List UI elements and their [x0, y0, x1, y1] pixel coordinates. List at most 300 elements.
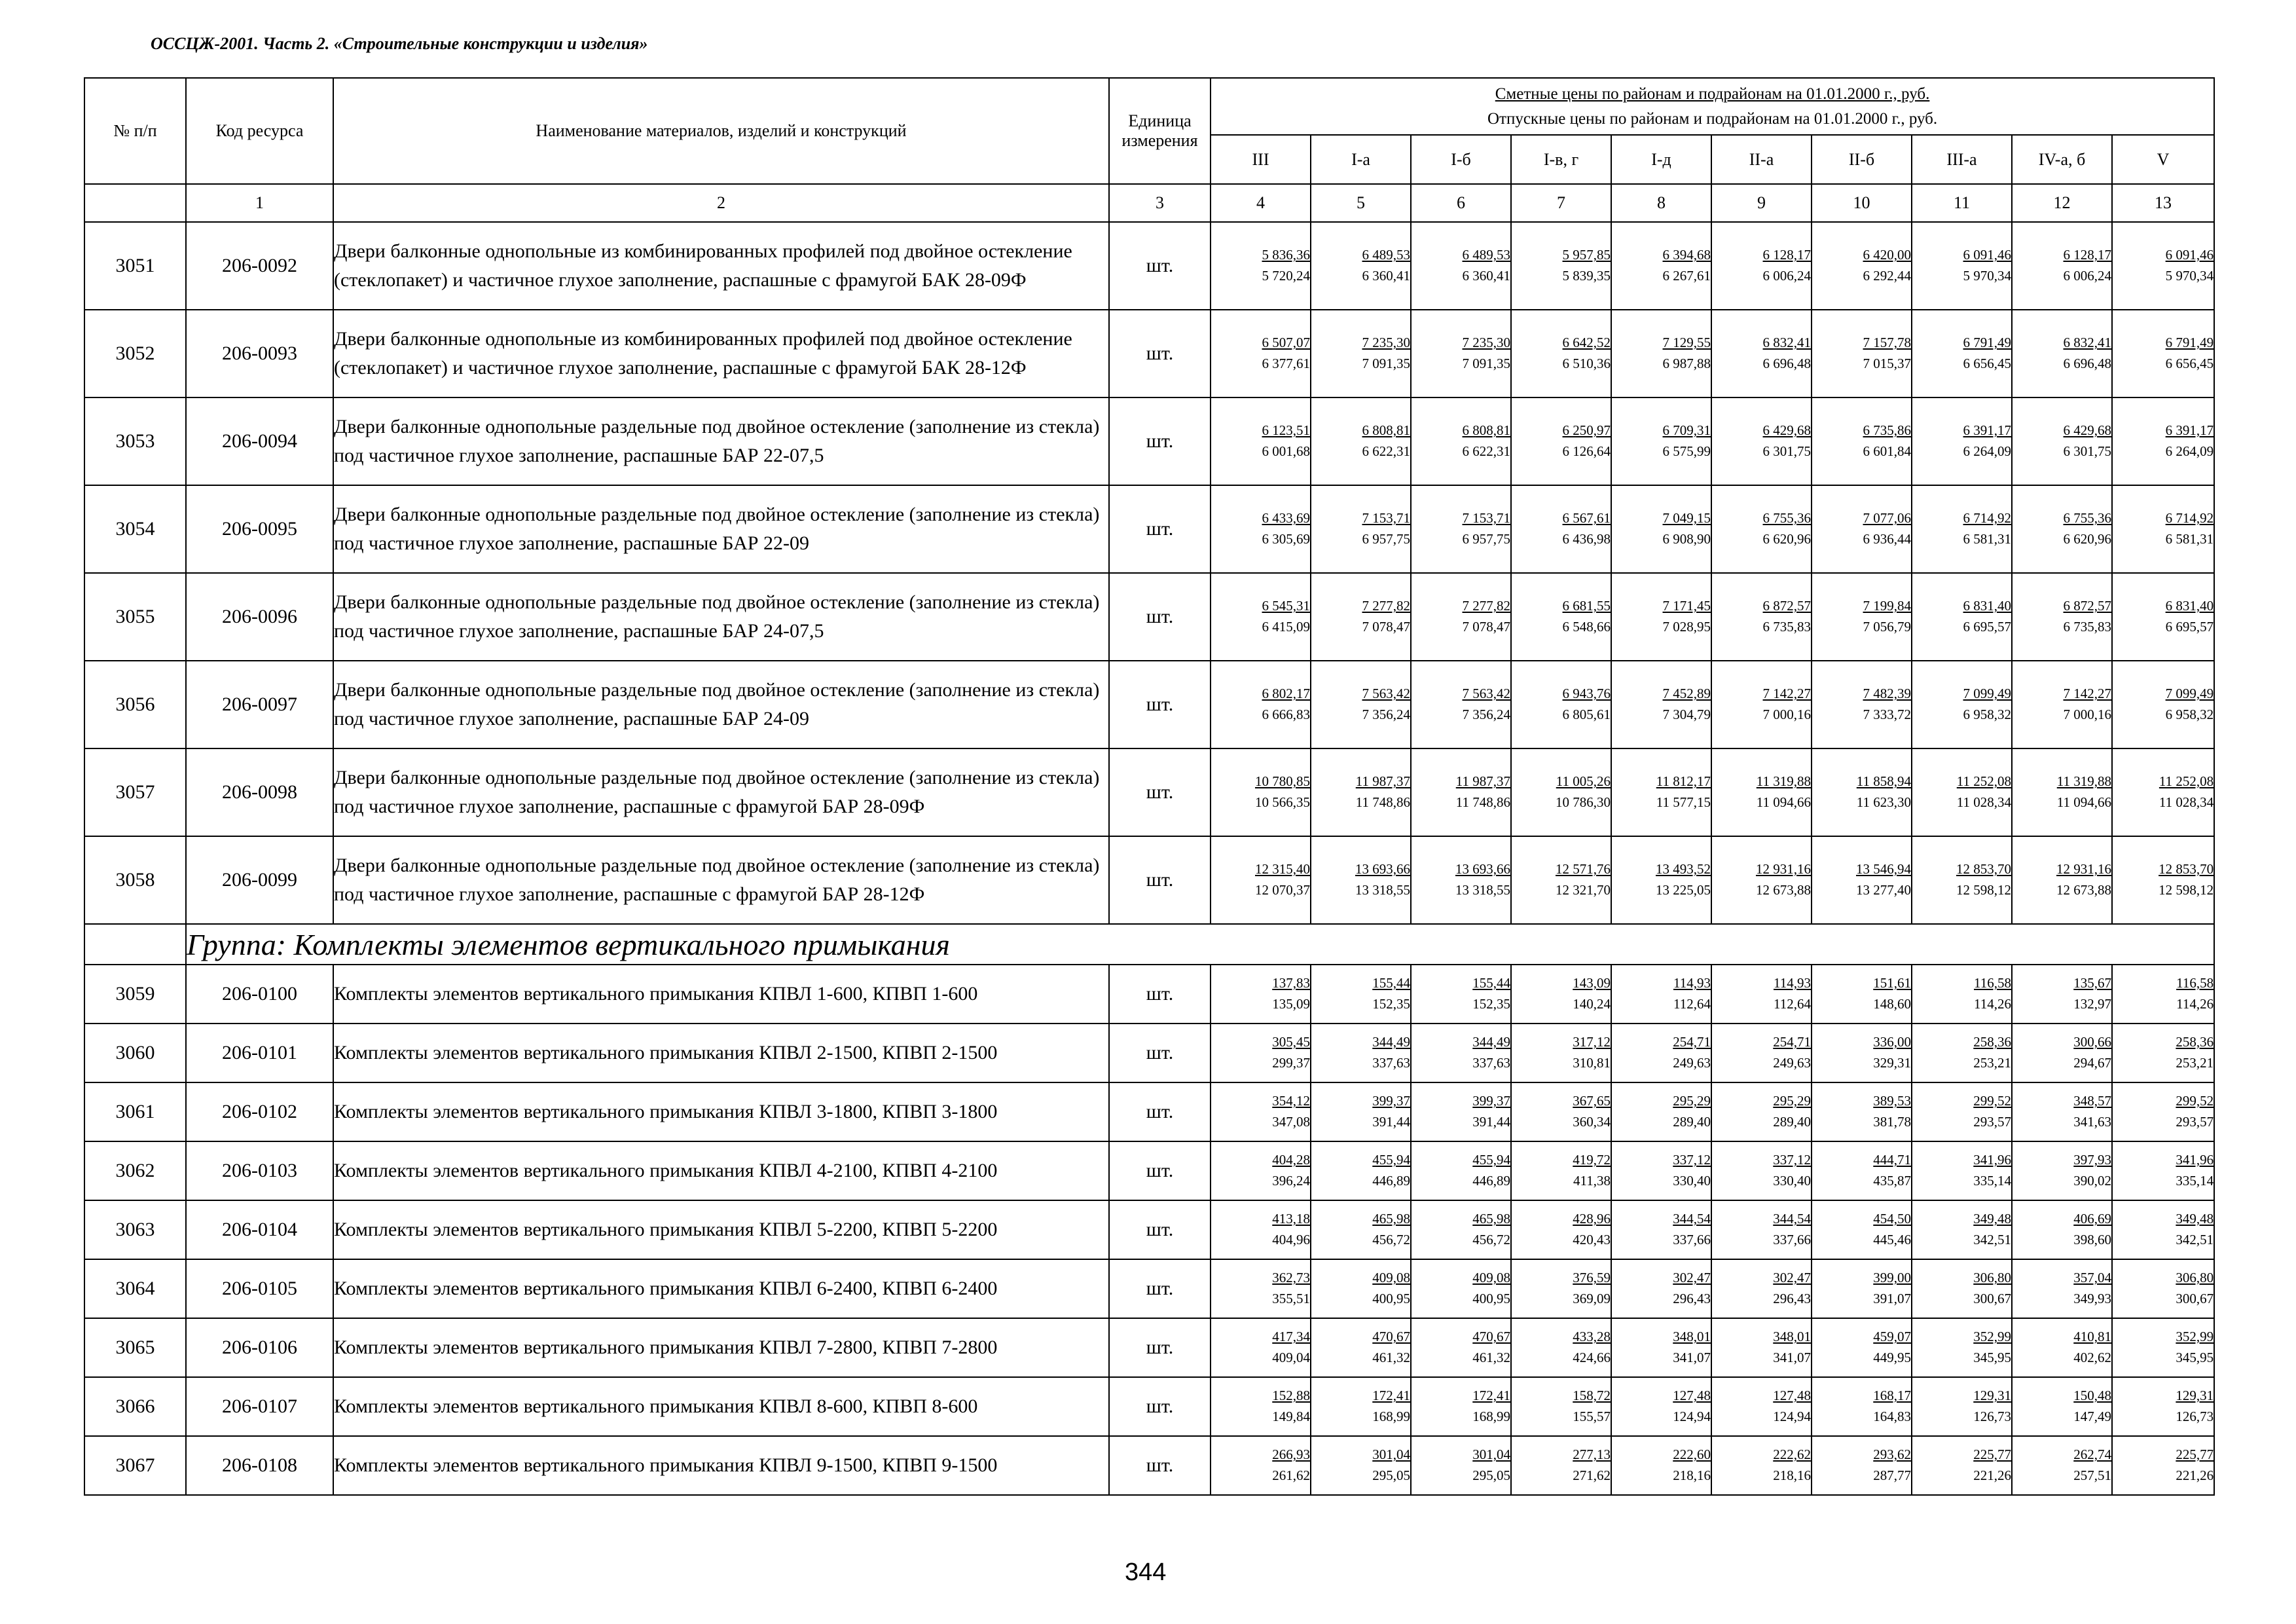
estimate-price: 7 199,84 — [1863, 598, 1911, 614]
release-price: 6 264,09 — [2165, 443, 2214, 459]
estimate-price: 11 319,88 — [1756, 773, 1811, 789]
price-cell — [2112, 748, 2214, 836]
unit-of-measure: шт. — [1109, 1082, 1211, 1141]
estimate-price: 13 693,66 — [1455, 861, 1510, 877]
estimate-price: 428,96 — [1573, 1211, 1611, 1227]
region-header: III-а — [1912, 135, 2012, 184]
release-price: 294,67 — [2073, 1055, 2111, 1071]
estimate-price: 302,47 — [1773, 1270, 1811, 1285]
col-number: 5 — [1311, 184, 1411, 222]
release-price: 396,24 — [1272, 1173, 1310, 1189]
estimate-price: 155,44 — [1472, 975, 1510, 991]
release-price: 6 805,61 — [1562, 707, 1611, 722]
price-cell — [1511, 1436, 1611, 1495]
release-price: 11 577,15 — [1656, 794, 1711, 810]
release-price: 6 666,83 — [1262, 707, 1310, 722]
price-cell — [2112, 661, 2214, 748]
estimate-price: 7 099,49 — [1963, 686, 2011, 701]
estimate-price: 367,65 — [1573, 1093, 1611, 1109]
col-number: 7 — [1511, 184, 1611, 222]
table-row — [84, 661, 2214, 748]
estimate-price: 6 709,31 — [1662, 422, 1711, 438]
row-number: 3067 — [84, 1436, 186, 1495]
estimate-price: 409,08 — [1372, 1270, 1410, 1285]
price-cell — [1812, 1082, 1912, 1141]
estimate-price: 258,36 — [2176, 1034, 2214, 1050]
price-cell — [1311, 485, 1411, 573]
table-row — [84, 310, 2214, 397]
estimate-price: 419,72 — [1573, 1152, 1611, 1168]
release-price: 6 735,83 — [1762, 619, 1811, 635]
price-cell — [2012, 748, 2112, 836]
price-cell — [1211, 397, 1311, 485]
estimate-price: 6 832,41 — [2063, 335, 2111, 350]
price-cell — [1411, 1200, 1511, 1259]
release-price: 6 601,84 — [1863, 443, 1911, 459]
release-price: 6 360,41 — [1362, 268, 1410, 284]
release-price: 391,44 — [1472, 1114, 1510, 1130]
item-name: Двери балконные однопольные раздельные под двойное остекление (заполнение из стекла) под частичное глухое заполнение, распашные БАР 24-09 — [333, 661, 1109, 748]
price-cell — [1411, 573, 1511, 661]
price-cell — [2112, 1377, 2214, 1436]
resource-code: 206-0095 — [186, 485, 333, 573]
price-cell — [1912, 573, 2012, 661]
estimate-price: 11 319,88 — [2056, 773, 2111, 789]
resource-code: 206-0094 — [186, 397, 333, 485]
release-price: 6 575,99 — [1662, 443, 1711, 459]
release-price: 124,94 — [1773, 1409, 1811, 1424]
col-number: 8 — [1611, 184, 1711, 222]
table-row — [84, 1318, 2214, 1377]
unit-of-measure: шт. — [1109, 748, 1211, 836]
item-name: Двери балконные однопольные из комбинированных профилей под двойное остекление (стеклопакет) и частичное глухое заполнение, распашные с фрамугой БАК 28-12Ф — [333, 310, 1109, 397]
release-price: 164,83 — [1873, 1409, 1911, 1424]
release-price: 11 094,66 — [2056, 794, 2111, 810]
release-price: 295,05 — [1472, 1467, 1510, 1483]
release-price: 6 006,24 — [2063, 268, 2111, 284]
col-number — [84, 184, 186, 222]
item-name: Двери балконные однопольные из комбинированных профилей под двойное остекление (стеклопакет) и частичное глухое заполнение, распашные с фрамугой БАК 28-09Ф — [333, 222, 1109, 310]
price-cell — [1912, 397, 2012, 485]
col-number: 3 — [1109, 184, 1211, 222]
estimate-price: 389,53 — [1873, 1093, 1911, 1109]
release-price: 289,40 — [1673, 1114, 1711, 1130]
release-price: 402,62 — [2073, 1350, 2111, 1365]
price-cell — [1912, 1436, 2012, 1495]
price-cell — [1211, 310, 1311, 397]
estimate-price: 6 735,86 — [1863, 422, 1911, 438]
estimate-price: 12 853,70 — [1956, 861, 2011, 877]
row-number: 3062 — [84, 1141, 186, 1200]
price-cell — [1711, 965, 1812, 1024]
release-price: 253,21 — [1973, 1055, 2011, 1071]
estimate-price: 344,54 — [1673, 1211, 1711, 1227]
table-row — [84, 836, 2214, 924]
release-price: 112,64 — [1673, 996, 1711, 1012]
price-cell — [1812, 1259, 1912, 1318]
release-price: 7 356,24 — [1362, 707, 1410, 722]
price-cell — [1211, 1082, 1311, 1141]
price-cell — [1711, 1141, 1812, 1200]
estimate-price: 12 931,16 — [1756, 861, 1811, 877]
release-price: 6 377,61 — [1262, 356, 1310, 371]
estimate-price: 295,29 — [1773, 1093, 1811, 1109]
price-cell — [1812, 485, 1912, 573]
estimate-price: 11 252,08 — [1956, 773, 2011, 789]
item-name: Комплекты элементов вертикального примыкания КПВЛ 8-600, КПВП 8-600 — [333, 1377, 1109, 1436]
estimate-price: 11 812,17 — [1656, 773, 1711, 789]
estimate-price: 409,08 — [1472, 1270, 1510, 1285]
price-cell — [2112, 1024, 2214, 1082]
price-cell — [2112, 1082, 2214, 1141]
release-price: 13 277,40 — [1856, 882, 1911, 898]
price-cell — [1611, 573, 1711, 661]
unit-of-measure: шт. — [1109, 965, 1211, 1024]
release-price: 329,31 — [1873, 1055, 1911, 1071]
resource-code: 206-0099 — [186, 836, 333, 924]
price-cell — [1611, 661, 1711, 748]
resource-code: 206-0101 — [186, 1024, 333, 1082]
price-cell — [1411, 485, 1511, 573]
estimate-price: 13 493,52 — [1656, 861, 1711, 877]
resource-code: 206-0092 — [186, 222, 333, 310]
estimate-price: 127,48 — [1773, 1388, 1811, 1403]
table-row — [84, 1141, 2214, 1200]
price-cell — [1611, 222, 1711, 310]
estimate-price: 349,48 — [1973, 1211, 2011, 1227]
price-cell — [1411, 310, 1511, 397]
estimate-price: 116,58 — [2176, 975, 2214, 991]
item-name: Двери балконные однопольные раздельные под двойное остекление (заполнение из стекла) под частичное глухое заполнение, распашные БАР 24-07,5 — [333, 573, 1109, 661]
unit-of-measure: шт. — [1109, 573, 1211, 661]
estimate-price: 6 755,36 — [1762, 510, 1811, 526]
price-cell — [1812, 965, 1912, 1024]
price-cell — [1411, 1377, 1511, 1436]
estimate-price: 7 153,71 — [1462, 510, 1510, 526]
release-price: 347,08 — [1272, 1114, 1310, 1130]
col-number: 2 — [333, 184, 1109, 222]
release-price: 257,51 — [2073, 1467, 2111, 1483]
release-price: 342,51 — [2176, 1232, 2214, 1247]
release-price: 335,14 — [2176, 1173, 2214, 1189]
resource-code: 206-0105 — [186, 1259, 333, 1318]
price-cell — [1411, 397, 1511, 485]
release-price: 6 735,83 — [2063, 619, 2111, 635]
price-cell — [1812, 397, 1912, 485]
estimate-price: 301,04 — [1472, 1447, 1510, 1462]
estimate-price: 151,61 — [1873, 975, 1911, 991]
price-cell — [2112, 1436, 2214, 1495]
resource-code: 206-0107 — [186, 1377, 333, 1436]
unit-of-measure: шт. — [1109, 836, 1211, 924]
estimate-price: 344,49 — [1472, 1034, 1510, 1050]
price-cell — [1511, 1318, 1611, 1377]
estimate-price: 362,73 — [1272, 1270, 1310, 1285]
estimate-price: 302,47 — [1673, 1270, 1711, 1285]
price-cell — [2012, 1377, 2112, 1436]
price-cell — [2112, 397, 2214, 485]
release-price: 6 581,31 — [1963, 531, 2011, 547]
release-price: 400,95 — [1472, 1291, 1510, 1306]
region-header: I-д — [1611, 135, 1711, 184]
estimate-price: 299,52 — [2176, 1093, 2214, 1109]
price-cell — [1812, 836, 1912, 924]
estimate-price: 7 049,15 — [1662, 510, 1711, 526]
release-price: 261,62 — [1272, 1467, 1310, 1483]
estimate-price: 300,66 — [2073, 1034, 2111, 1050]
release-price: 400,95 — [1372, 1291, 1410, 1306]
release-price: 271,62 — [1573, 1467, 1611, 1483]
price-cell — [2112, 310, 2214, 397]
estimate-price: 6 433,69 — [1262, 510, 1310, 526]
item-name: Двери балконные однопольные раздельные под двойное остекление (заполнение из стекла) под частичное глухое заполнение, распашные с фрамугой БАР 28-12Ф — [333, 836, 1109, 924]
estimate-price: 352,99 — [2176, 1329, 2214, 1344]
release-price: 391,07 — [1873, 1291, 1911, 1306]
price-cell — [1912, 1377, 2012, 1436]
release-price: 6 620,96 — [1762, 531, 1811, 547]
price-cell — [1511, 397, 1611, 485]
estimate-price: 348,01 — [1673, 1329, 1711, 1344]
price-cell — [1311, 310, 1411, 397]
table-row — [84, 485, 2214, 573]
row-number: 3051 — [84, 222, 186, 310]
price-cell — [1411, 836, 1511, 924]
region-header: IV-а, б — [2012, 135, 2112, 184]
price-cell — [1511, 1024, 1611, 1082]
estimate-price: 455,94 — [1472, 1152, 1510, 1168]
resource-code: 206-0100 — [186, 965, 333, 1024]
row-number: 3064 — [84, 1259, 186, 1318]
unit-of-measure: шт. — [1109, 661, 1211, 748]
price-cell — [2112, 1200, 2214, 1259]
estimate-price: 6 872,57 — [1762, 598, 1811, 614]
estimate-price: 11 987,37 — [1455, 773, 1510, 789]
estimate-price: 12 571,76 — [1556, 861, 1611, 877]
price-cell — [1211, 1318, 1311, 1377]
estimate-price: 172,41 — [1372, 1388, 1410, 1403]
price-cell — [1511, 310, 1611, 397]
release-price: 112,64 — [1774, 996, 1811, 1012]
estimate-price: 172,41 — [1472, 1388, 1510, 1403]
estimate-price: 352,99 — [1973, 1329, 2011, 1344]
release-price: 6 267,61 — [1662, 268, 1711, 284]
release-price: 6 292,44 — [1863, 268, 1911, 284]
row-number: 3065 — [84, 1318, 186, 1377]
release-price: 6 695,57 — [2165, 619, 2214, 635]
release-price: 12 321,70 — [1556, 882, 1611, 898]
price-cell — [1211, 1259, 1311, 1318]
estimate-price: 222,60 — [1673, 1447, 1711, 1462]
release-price: 6 622,31 — [1362, 443, 1410, 459]
release-price: 296,43 — [1773, 1291, 1811, 1306]
price-cell — [2012, 1200, 2112, 1259]
release-price: 391,44 — [1372, 1114, 1410, 1130]
release-price: 11 028,34 — [2159, 794, 2214, 810]
estimate-price: 7 142,27 — [1762, 686, 1811, 701]
release-price: 221,26 — [1973, 1467, 2011, 1483]
estimate-price: 6 642,52 — [1562, 335, 1611, 350]
estimate-price: 301,04 — [1372, 1447, 1410, 1462]
release-price: 7 333,72 — [1863, 707, 1911, 722]
estimate-price: 12 931,16 — [2056, 861, 2111, 877]
estimate-price: 417,34 — [1272, 1329, 1310, 1344]
price-cell — [1411, 1436, 1511, 1495]
row-number: 3058 — [84, 836, 186, 924]
estimate-price: 465,98 — [1472, 1211, 1510, 1227]
price-cell — [2012, 1318, 2112, 1377]
estimate-price: 155,44 — [1372, 975, 1410, 991]
col-number: 9 — [1711, 184, 1812, 222]
region-header: II-а — [1711, 135, 1812, 184]
item-name: Комплекты элементов вертикального примыкания КПВЛ 7-2800, КПВП 7-2800 — [333, 1318, 1109, 1377]
release-price: 6 696,48 — [2063, 356, 2111, 371]
release-price: 5 970,34 — [2165, 268, 2214, 284]
price-cell — [1711, 1436, 1812, 1495]
estimate-price: 116,58 — [1974, 975, 2011, 991]
item-name: Двери балконные однопольные раздельные под двойное остекление (заполнение из стекла) под частичное глухое заполнение, распашные БАР 22-07,5 — [333, 397, 1109, 485]
price-cell — [1411, 1318, 1511, 1377]
price-cell — [1812, 661, 1912, 748]
estimate-price: 152,88 — [1272, 1388, 1310, 1403]
estimate-price: 7 235,30 — [1462, 335, 1510, 350]
release-price: 6 301,75 — [1762, 443, 1811, 459]
release-price: 349,93 — [2073, 1291, 2111, 1306]
release-price: 6 548,66 — [1562, 619, 1611, 635]
estimate-price: 7 171,45 — [1662, 598, 1711, 614]
price-cell — [1711, 1377, 1812, 1436]
estimate-price: 150,48 — [2073, 1388, 2111, 1403]
estimate-price: 305,45 — [1272, 1034, 1310, 1050]
row-number: 3052 — [84, 310, 186, 397]
release-price: 461,32 — [1372, 1350, 1410, 1365]
price-cell — [1611, 397, 1711, 485]
estimate-price: 6 831,40 — [1963, 598, 2011, 614]
price-cell — [1812, 222, 1912, 310]
price-cell — [1511, 1141, 1611, 1200]
release-price: 221,26 — [2176, 1467, 2214, 1483]
price-cell — [1912, 1024, 2012, 1082]
release-price: 6 415,09 — [1262, 619, 1310, 635]
price-cell — [1912, 222, 2012, 310]
price-cell — [2012, 661, 2112, 748]
release-price: 456,72 — [1472, 1232, 1510, 1247]
estimate-price: 336,00 — [1873, 1034, 1911, 1050]
estimate-price: 7 099,49 — [2165, 686, 2214, 701]
release-price: 6 957,75 — [1362, 531, 1410, 547]
price-cell — [2012, 1259, 2112, 1318]
estimate-price: 129,31 — [1973, 1388, 2011, 1403]
price-cell — [1411, 661, 1511, 748]
price-cell — [2112, 573, 2214, 661]
unit-of-measure: шт. — [1109, 1024, 1211, 1082]
release-price: 7 000,16 — [1762, 707, 1811, 722]
estimate-price: 397,93 — [2073, 1152, 2111, 1168]
release-price: 12 070,37 — [1255, 882, 1310, 898]
price-cell — [1912, 485, 2012, 573]
price-cell — [1812, 1200, 1912, 1259]
price-cell — [1912, 310, 2012, 397]
release-price: 10 566,35 — [1255, 794, 1310, 810]
release-price: 7 356,24 — [1462, 707, 1510, 722]
price-cell — [1311, 1200, 1411, 1259]
document-header: ОССЦЖ-2001. Часть 2. «Строительные конструкции и изделия» — [151, 34, 648, 53]
price-cell — [1711, 1318, 1812, 1377]
release-price: 446,89 — [1372, 1173, 1410, 1189]
price-cell — [1211, 1377, 1311, 1436]
estimate-price: 254,71 — [1673, 1034, 1711, 1050]
release-price: 345,95 — [2176, 1350, 2214, 1365]
release-price: 6 001,68 — [1262, 443, 1310, 459]
col-number: 6 — [1411, 184, 1511, 222]
estimate-price: 6 943,76 — [1562, 686, 1611, 701]
price-cell — [1912, 1141, 2012, 1200]
price-cell — [1311, 573, 1411, 661]
release-price: 435,87 — [1873, 1173, 1911, 1189]
estimate-price: 127,48 — [1673, 1388, 1711, 1403]
price-cell — [1311, 1024, 1411, 1082]
region-header: I-б — [1411, 135, 1511, 184]
resource-code: 206-0098 — [186, 748, 333, 836]
release-price: 287,77 — [1873, 1467, 1911, 1483]
price-cell — [1611, 1082, 1711, 1141]
release-price: 335,14 — [1973, 1173, 2011, 1189]
price-cell — [1611, 965, 1711, 1024]
release-price: 7 056,79 — [1863, 619, 1911, 635]
price-cell — [1211, 748, 1311, 836]
release-price: 330,40 — [1673, 1173, 1711, 1189]
release-price: 7 078,47 — [1362, 619, 1410, 635]
release-price: 337,63 — [1372, 1055, 1410, 1071]
estimate-price: 6 872,57 — [2063, 598, 2111, 614]
release-price: 6 656,45 — [2165, 356, 2214, 371]
price-cell — [2012, 1024, 2112, 1082]
estimate-price: 6 420,00 — [1863, 247, 1911, 263]
estimate-price: 399,37 — [1372, 1093, 1410, 1109]
price-cell — [1912, 1200, 2012, 1259]
release-price: 342,51 — [1973, 1232, 2011, 1247]
price-cell — [1711, 397, 1812, 485]
estimate-price: 6 808,81 — [1462, 422, 1510, 438]
table-row — [84, 573, 2214, 661]
estimate-price: 293,62 — [1873, 1447, 1911, 1462]
release-price: 6 936,44 — [1863, 531, 1911, 547]
estimate-price: 7 563,42 — [1462, 686, 1510, 701]
estimate-price: 12 853,70 — [2159, 861, 2214, 877]
estimate-price: 11 987,37 — [1355, 773, 1410, 789]
resource-code: 206-0096 — [186, 573, 333, 661]
estimate-price: 6 545,31 — [1262, 598, 1310, 614]
col-number: 4 — [1211, 184, 1311, 222]
release-price: 6 622,31 — [1462, 443, 1510, 459]
resource-code: 206-0108 — [186, 1436, 333, 1495]
resource-code: 206-0104 — [186, 1200, 333, 1259]
price-cell — [1611, 748, 1711, 836]
release-price: 449,95 — [1873, 1350, 1911, 1365]
row-number: 3055 — [84, 573, 186, 661]
price-cell — [1311, 222, 1411, 310]
row-number: 3061 — [84, 1082, 186, 1141]
unit-of-measure: шт. — [1109, 1377, 1211, 1436]
price-cell — [2012, 965, 2112, 1024]
release-price: 330,40 — [1773, 1173, 1811, 1189]
group-empty-cell — [84, 924, 186, 965]
price-cell — [1511, 573, 1611, 661]
unit-of-measure: шт. — [1109, 1259, 1211, 1318]
estimate-price: 344,54 — [1773, 1211, 1811, 1227]
release-price: 12 673,88 — [1756, 882, 1811, 898]
release-price: 253,21 — [2176, 1055, 2214, 1071]
estimate-price: 11 252,08 — [2159, 773, 2214, 789]
